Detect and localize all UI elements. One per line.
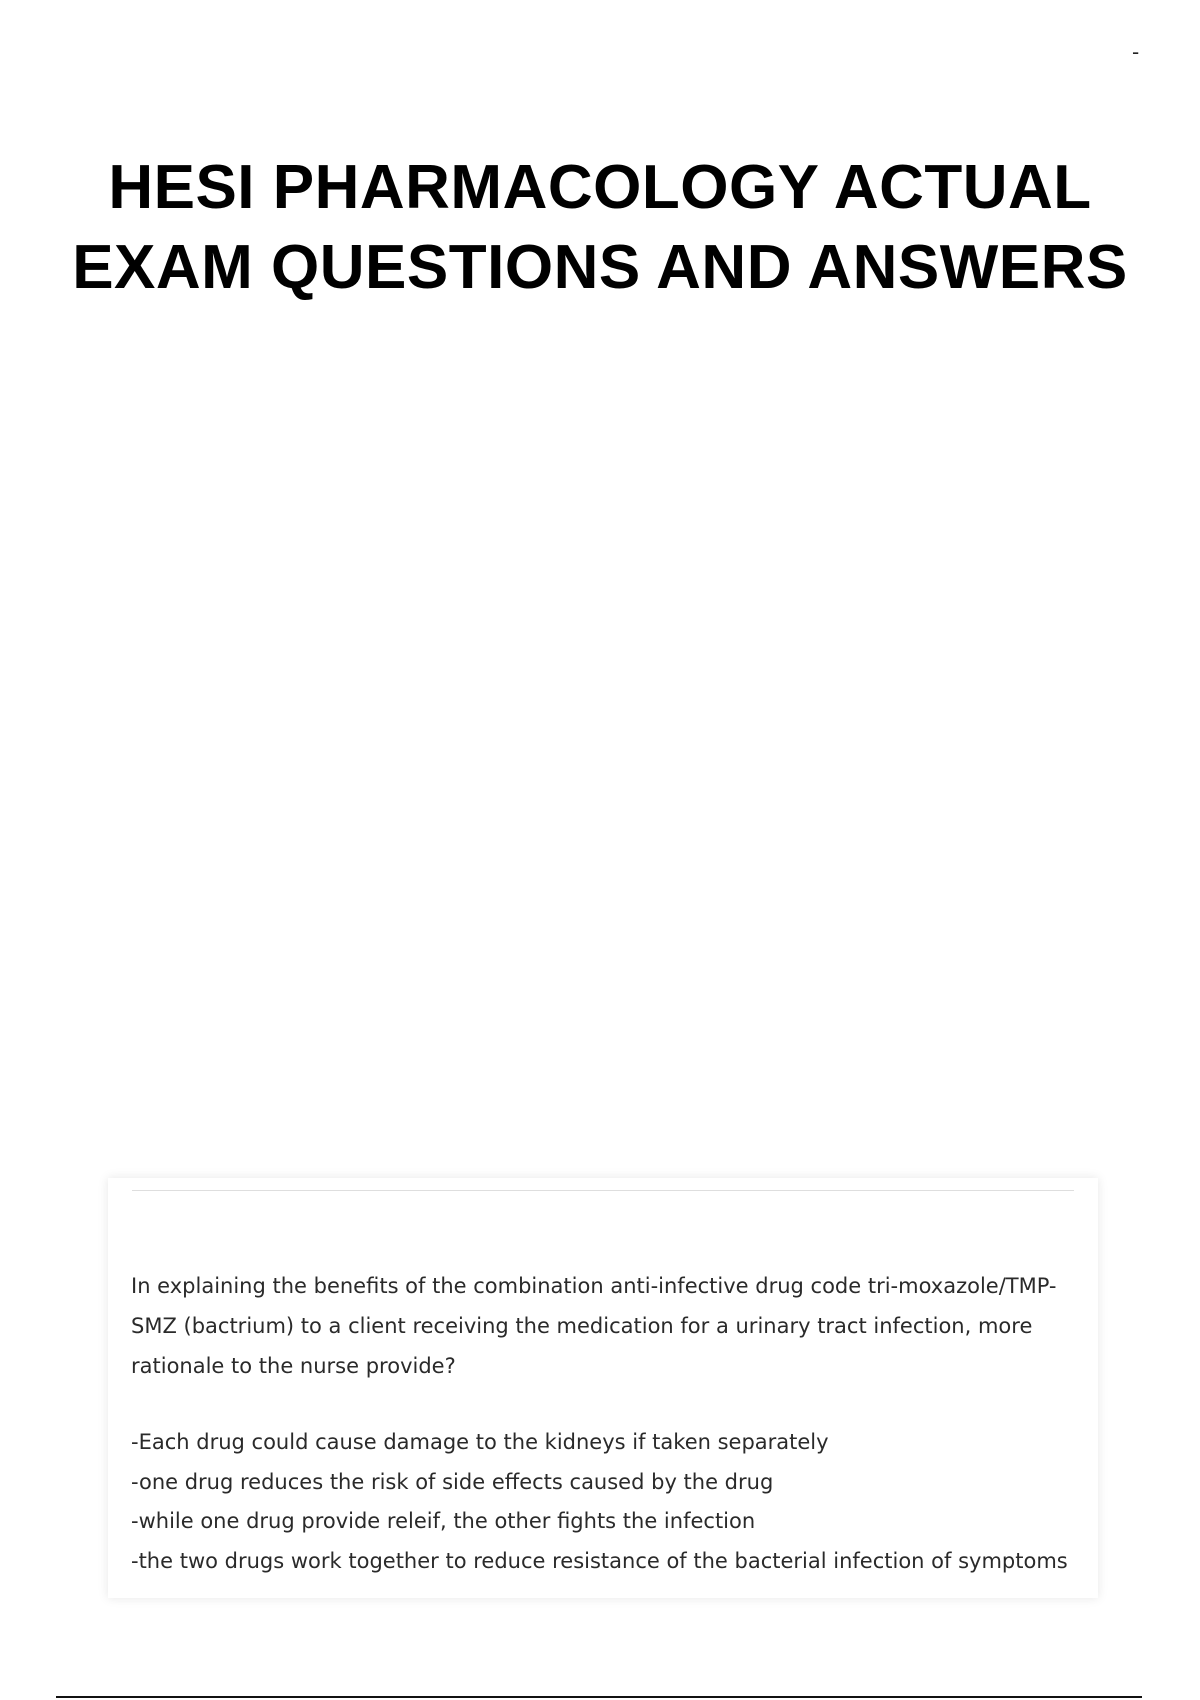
question-card	[108, 1178, 1098, 1598]
answer-option: -one drug reduces the risk of side effects caused by the drug	[131, 1469, 774, 1494]
answer-options-list	[131, 1423, 1076, 1581]
answer-option: -Each drug could cause damage to the kidneys if taken separately	[131, 1430, 829, 1454]
title-line-1: HESI PHARMACOLOGY ACTUAL	[108, 153, 1092, 222]
title-line-2: EXAM QUESTIONS AND ANSWERS	[72, 233, 1128, 302]
answer-option: -while one drug provide releif, the other fights the infection	[131, 1509, 756, 1533]
question-text: In explaining the benefits of the combination anti-infective drug code tri-moxazole/TMP-SMZ (bactrium) to a client receiving the medication for a urinary tract infection, more rationale to the nurse provide?	[131, 1274, 1057, 1378]
corner-dash-mark: -	[1132, 40, 1140, 64]
answer-option: -the two drugs work together to reduce resistance of the bacterial infection of symptoms	[131, 1548, 1068, 1573]
page-bottom-rule	[56, 1696, 1142, 1698]
card-divider	[132, 1190, 1074, 1191]
document-title	[0, 148, 1200, 308]
